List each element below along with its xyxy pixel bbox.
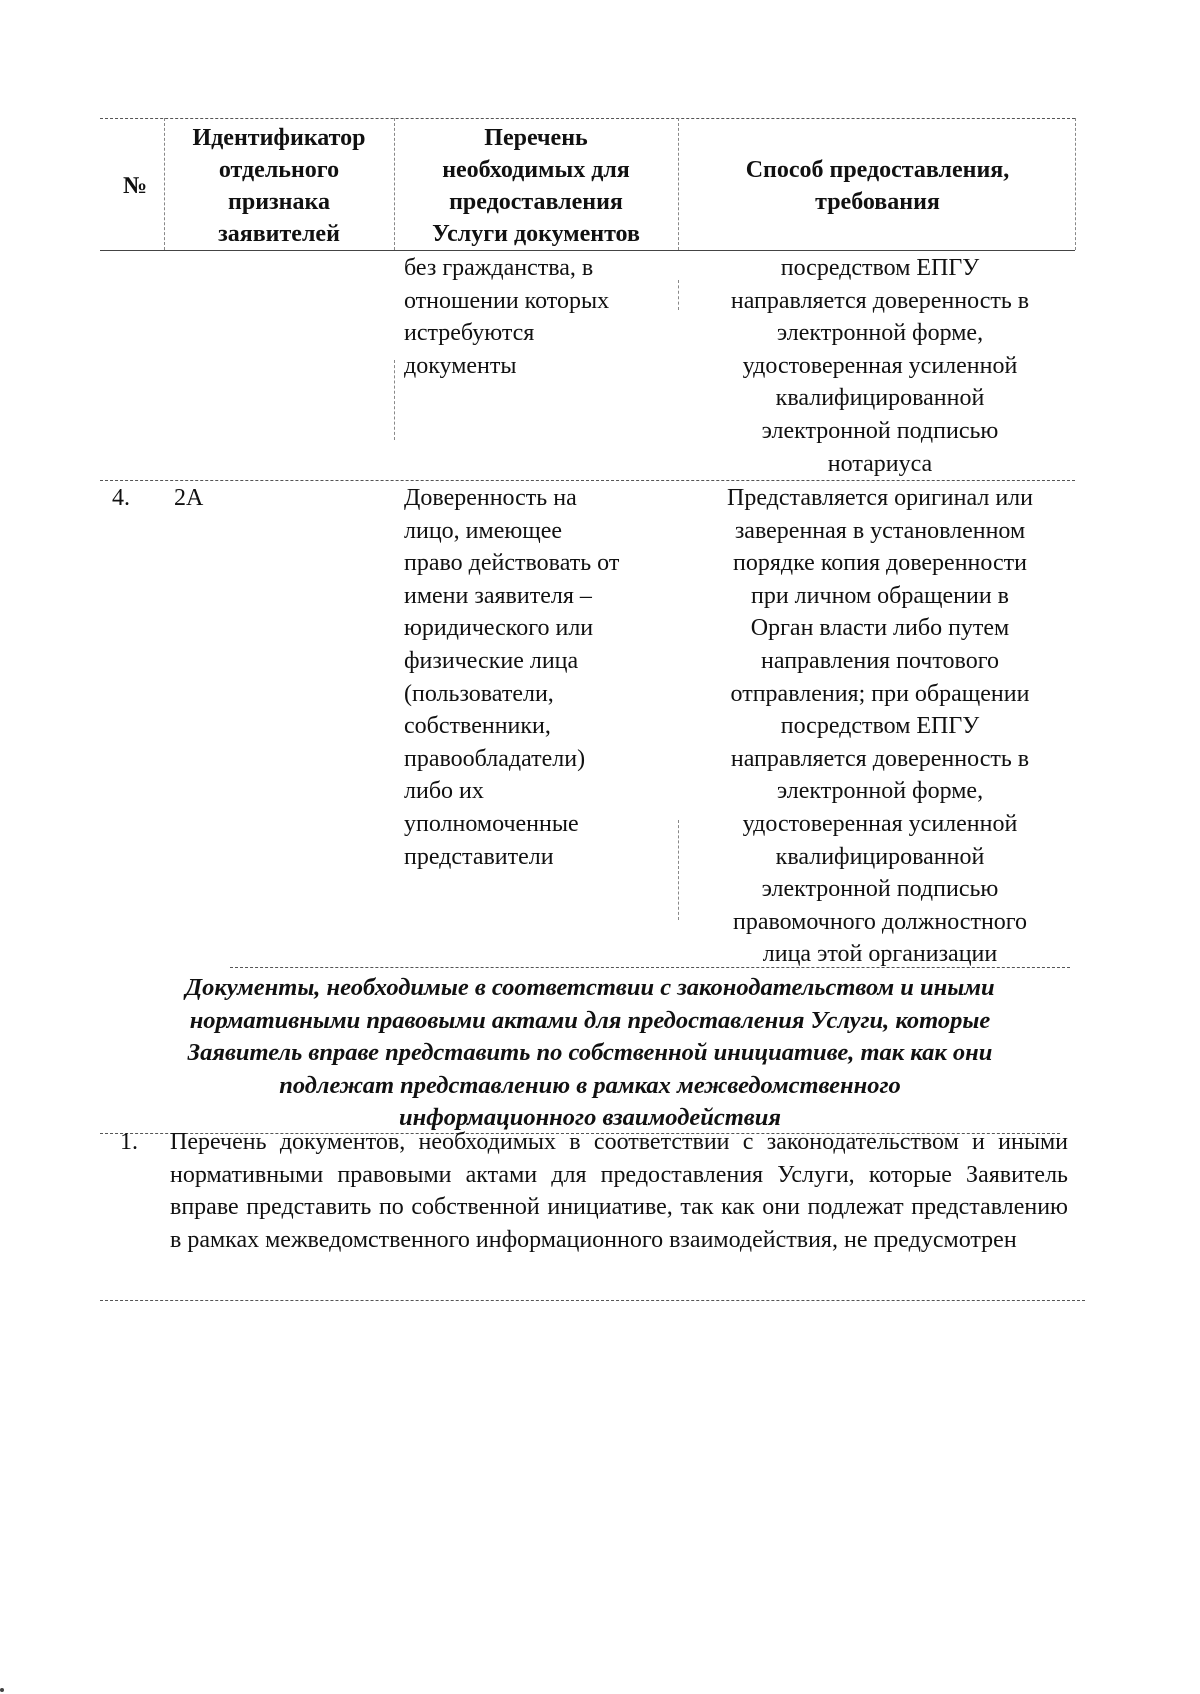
row4-method-cell: Представляется оригинал или заверенная в установленном порядке копия доверенности при личном обращении в Орган власти либо путем направления почтового отправления; при обращении посредством ЕПГУ направляется доверенность в электронной форме, удостоверенная усиленной квалифицированной электронной подписью правомочного должностного лица этой организации	[727, 485, 1033, 968]
column-divider-3-body-lower	[678, 820, 679, 920]
header-num: №	[122, 173, 148, 199]
column-divider-3	[678, 118, 679, 250]
row4-documents-cell: Доверенность на лицо, имеющее право действовать от имени заявителя – юридического или физические лица (пользователи, собственники, правообладатели) либо их уполномоченные представители	[404, 485, 620, 870]
section-title: Документы, необходимые в соответствии с законодательством и иными нормативными правовыми актами для предоставления Услуги, которые Заявитель вправе представить по собственной инициативе, так как они подлежат представлению в рамках межведомственного информационного взаимодействия	[185, 974, 995, 1132]
column-divider-3-body	[678, 280, 679, 310]
column-divider-2	[394, 118, 395, 250]
table-top-border	[100, 118, 1075, 119]
table-right-border	[1075, 118, 1076, 250]
item-number: 1.	[120, 1129, 138, 1155]
continued-method-cell: посредством ЕПГУ направляется доверенность в электронной форме, удостоверенная усиленной квалифицированной электронной подписью нотариуса	[730, 255, 1030, 477]
header-bottom-border	[100, 250, 1075, 251]
scan-mark	[0, 1688, 4, 1692]
header-method: Способ предоставления, требования	[745, 157, 1010, 215]
row4-num: 4.	[112, 485, 130, 511]
column-divider-1	[164, 118, 165, 250]
document-end-line	[100, 1300, 1085, 1301]
row4-identifier: 2А	[174, 485, 204, 511]
continued-documents-cell: без гражданства, в отношении которых истребуются документы	[404, 255, 610, 379]
item-text: Перечень документов, необходимых в соответствии с законодательством и иными нормативными правовыми актами для предоставления Услуги, которые Заявитель вправе представить по собственной инициативе, так как они подлежат представлению в рамках межведомственного информационного взаимодействия, не предусмотрен	[170, 1129, 1068, 1253]
column-divider-2-body	[394, 360, 395, 440]
header-documents: Перечень необходимых для предоставления Услуги документов	[432, 125, 640, 247]
header-identifier: Идентификатор отдельного признака заявителей	[192, 125, 366, 247]
